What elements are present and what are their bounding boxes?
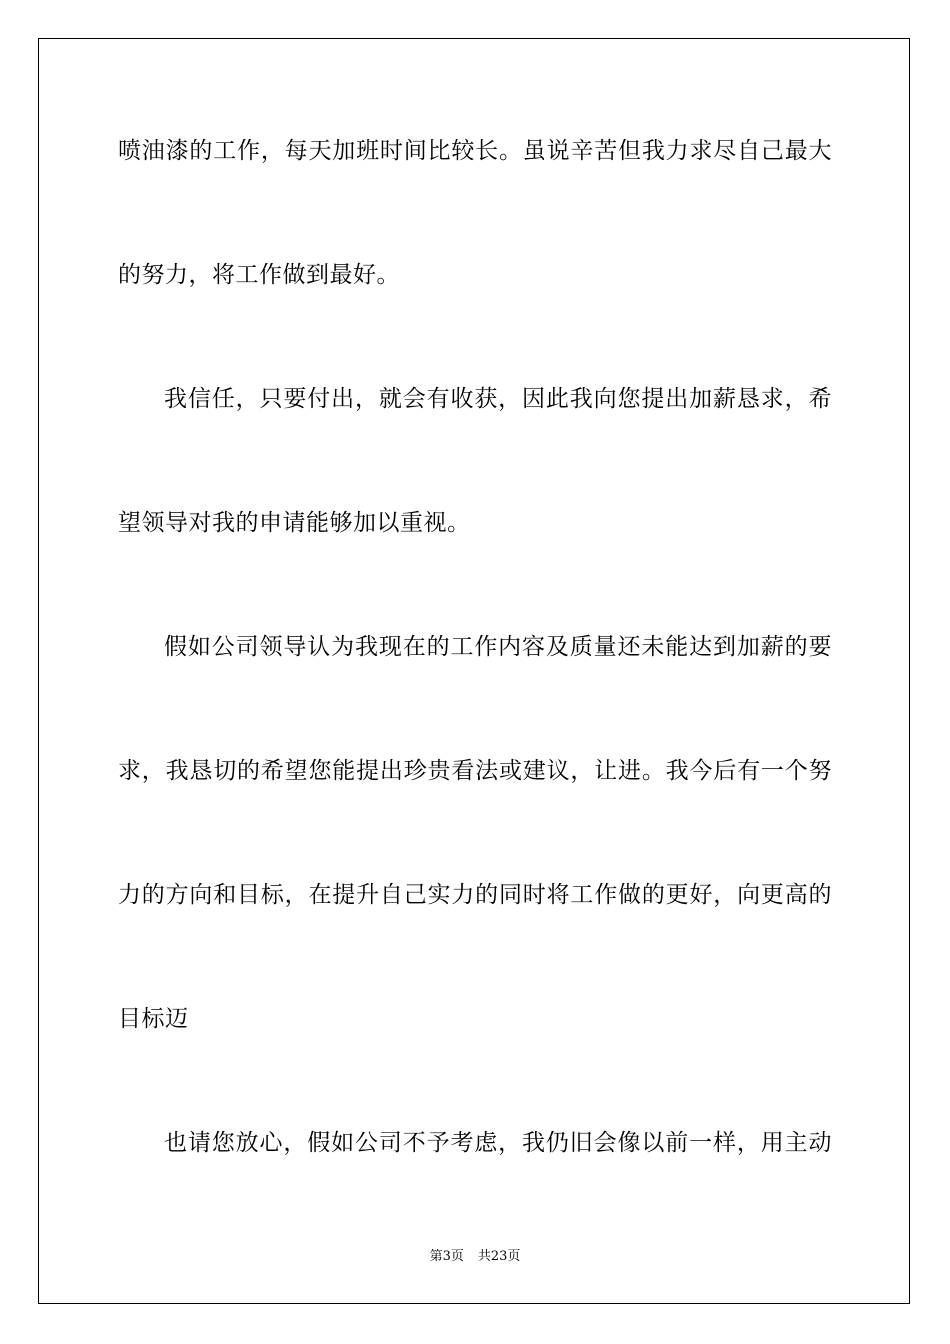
page-border xyxy=(38,38,910,1304)
body-line-7: 力的方向和目标，在提升自己实力的同时将工作做的更好，向更高的 xyxy=(118,882,832,908)
body-line-5: 假如公司领导认为我现在的工作内容及质量还未能达到加薪的要 xyxy=(164,634,832,660)
page-total: 共23页 xyxy=(477,1249,521,1264)
body-line-6: 求，我恳切的希望您能提出珍贵看法或建议，让进。我今后有一个努 xyxy=(118,758,832,784)
body-line-3: 我信任，只要付出，就会有收获，因此我向您提出加薪恳求，希 xyxy=(164,386,832,412)
body-line-1: 喷油漆的工作，每天加班时间比较长。虽说辛苦但我力求尽自己最大 xyxy=(118,138,832,164)
body-line-4: 望领导对我的申请能够加以重视。 xyxy=(118,510,471,536)
body-line-2: 的努力，将工作做到最好。 xyxy=(118,262,400,288)
body-line-8: 目标迈 xyxy=(118,1006,189,1032)
page-footer xyxy=(0,1248,950,1266)
body-line-9: 也请您放心，假如公司不予考虑，我仍旧会像以前一样，用主动 xyxy=(164,1130,832,1156)
page-number: 第3页 xyxy=(429,1249,464,1264)
